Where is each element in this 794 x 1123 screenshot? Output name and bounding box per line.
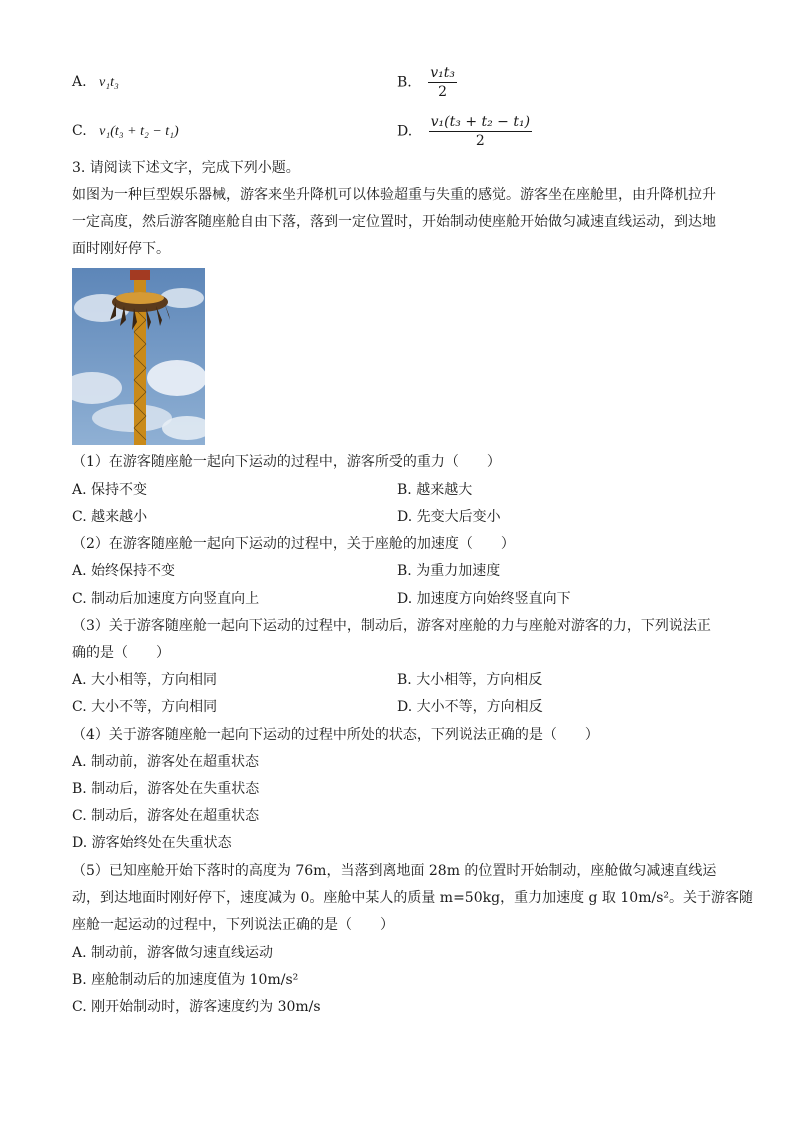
- option-d-prev: [397, 113, 532, 150]
- intro-line: 如图为一种巨型娱乐器械，游客来坐升降机可以体验超重与失重的感觉。游客坐在座舱里，由升降机拉升: [72, 187, 716, 203]
- fraction: $\frac{\text{v₁(t₃ + t₂ − t₁)}}{2}$: [430, 114, 531, 149]
- sub4-option-a: A. 制动前，游客处在超重状态: [72, 754, 260, 770]
- fraction: $\frac{\text{v₁t₃}}{2}$: [430, 65, 455, 100]
- sub4-option-d: D. 游客始终处在失重状态: [72, 835, 232, 851]
- sub5-option-b: B. 座舱制动后的加速度值为 10m/s²: [72, 972, 299, 988]
- sub1-option-b: B. 越来越大: [397, 482, 473, 498]
- sub5-option-c: C. 刚开始制动时，游客速度约为 30m/s: [72, 999, 321, 1015]
- option-expr: v₁(t₃ + t₂ − t₁): [99, 124, 179, 139]
- sub3-option-b: B. 大小相等，方向相反: [397, 672, 543, 688]
- option-label: B.: [397, 74, 412, 91]
- option-label: A.: [72, 74, 87, 90]
- sub-question-3-cont: 确的是（ ）: [72, 645, 170, 661]
- drop-tower-photo: [72, 268, 205, 445]
- sub-question-1: （1）在游客随座舱一起向下运动的过程中，游客所受的重力（ ）: [72, 454, 501, 470]
- option-label: D.: [397, 123, 413, 140]
- option-expr: v₁t₃: [99, 75, 119, 90]
- sub4-option-c: C. 制动后，游客处在超重状态: [72, 808, 260, 824]
- sub5-option-a: A. 制动前，游客做匀速直线运动: [72, 945, 274, 961]
- intro-line: 一定高度，然后游客随座舱自由下落，落到一定位置时，开始制动使座舱开始做匀减速直线运动，到达地: [72, 214, 716, 230]
- sub-question-5-cont: 动，到达地面时刚好停下，速度减为 0。座舱中某人的质量 m=50kg，重力加速度 g 取 10m/s²。关于游客随: [72, 890, 753, 906]
- sub2-option-c: C. 制动后加速度方向竖直向上: [72, 591, 260, 607]
- sub3-option-c: C. 大小不等，方向相同: [72, 699, 218, 715]
- option-label: C.: [72, 123, 87, 139]
- sub2-option-d: D. 加速度方向始终竖直向下: [397, 591, 571, 607]
- sub-question-2: （2）在游客随座舱一起向下运动的过程中，关于座舱的加速度（ ）: [72, 536, 515, 552]
- sub1-option-d: D. 先变大后变小: [397, 509, 501, 525]
- sub3-option-a: A. 大小相等，方向相同: [72, 672, 218, 688]
- sub1-option-a: A. 保持不变: [72, 482, 148, 498]
- sub1-option-c: C. 越来越小: [72, 509, 148, 525]
- option-a-prev: [72, 72, 119, 93]
- sub-question-3: （3）关于游客随座舱一起向下运动的过程中，制动后，游客对座舱的力与座舱对游客的力，下列说法正: [72, 618, 711, 634]
- intro-line: 面时刚好停下。: [72, 241, 170, 257]
- sub-question-5-cont: 座舱一起运动的过程中，下列说法正确的是（ ）: [72, 917, 394, 933]
- sub-question-5: （5）已知座舱开始下落时的高度为 76m，当落到离地面 28m 的位置时开始制动，座舱做匀减速直线运: [72, 863, 717, 879]
- sub3-option-d: D. 大小不等，方向相反: [397, 699, 543, 715]
- option-c-prev: [72, 121, 179, 142]
- sub-question-4: （4）关于游客随座舱一起向下运动的过程中所处的状态，下列说法正确的是（ ）: [72, 727, 599, 743]
- sub2-option-a: A. 始终保持不变: [72, 563, 176, 579]
- sub4-option-b: B. 制动后，游客处在失重状态: [72, 781, 260, 797]
- option-b-prev: [397, 64, 457, 101]
- sub2-option-b: B. 为重力加速度: [397, 563, 501, 579]
- question-3-heading: 3. 请阅读下述文字，完成下列小题。: [72, 160, 300, 176]
